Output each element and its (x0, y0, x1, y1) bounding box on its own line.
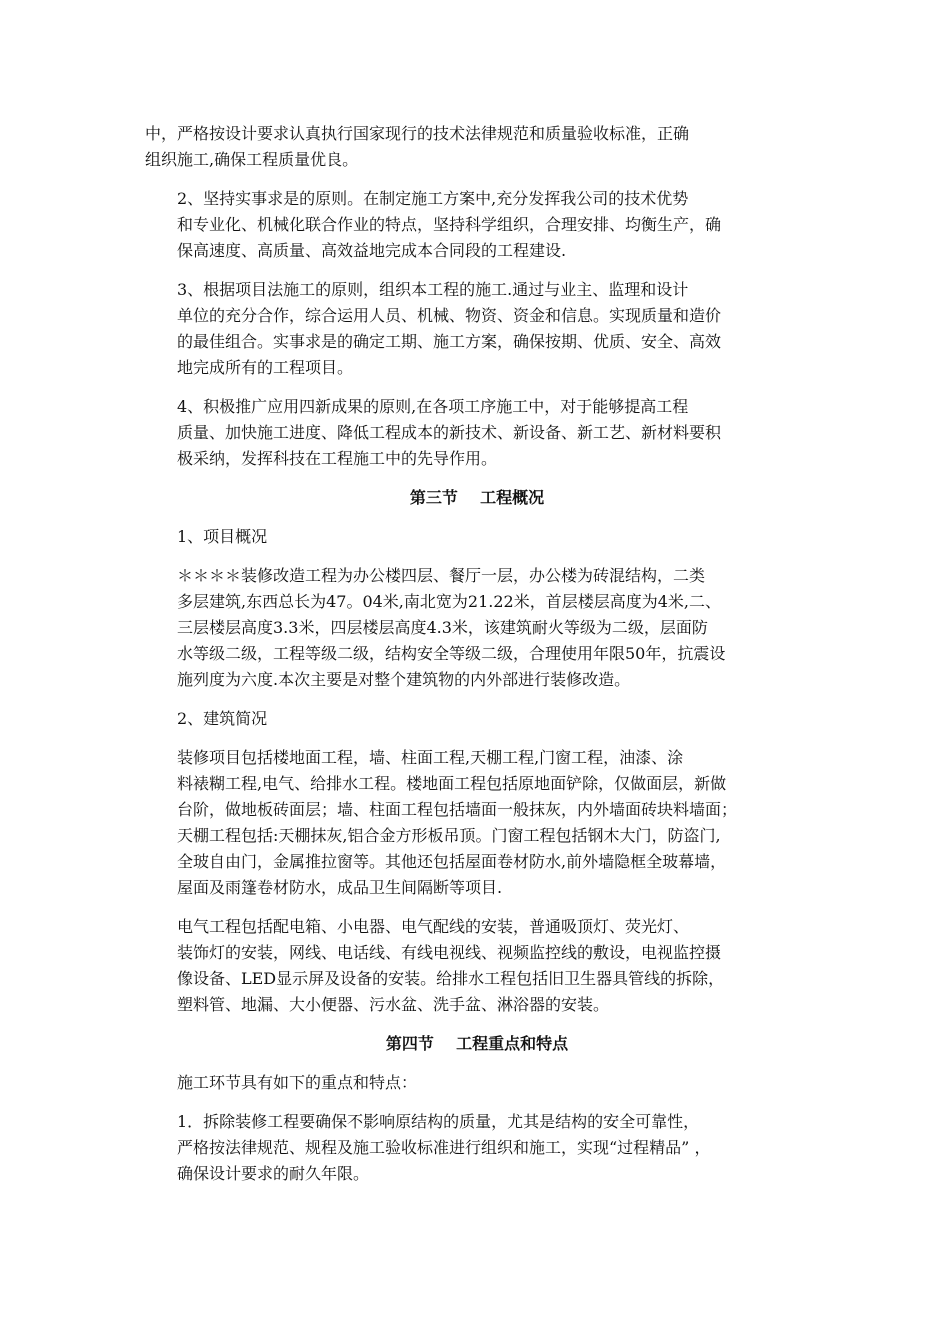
text-line: 电气工程包括配电箱、小电器、电气配线的安装，普通吸顶灯、荧光灯、 (177, 917, 690, 936)
section-heading: 第四节 工程重点和特点 (385, 1034, 569, 1053)
text-line: 严格按法律规范、规程及施工验收标准进行组织和施工，实现“过程精品” ， (177, 1138, 711, 1157)
text-line: ＊＊＊＊装修改造工程为办公楼四层、餐厅一层，办公楼为砖混结构，二类 (177, 566, 706, 585)
text-line: 组织施工,确保工程质量优良。 (145, 150, 359, 169)
text-line: 台阶，做地板砖面层；墙、柱面工程包括墙面一般抹灰，内外墙面砖块料墙面； (177, 800, 738, 819)
text-line: 单位的充分合作，综合运用人员、机械、物资、资金和信息。实现质量和造价 (177, 306, 722, 325)
paragraph (145, 706, 809, 732)
text-line: 3、根据项目法施工的原则，组织本工程的施工.通过与业主、监理和设计 (177, 280, 689, 299)
text-line: 屋面及雨篷卷材防水，成品卫生间隔断等项目. (177, 878, 503, 897)
text-line: 地完成所有的工程项目。 (177, 358, 354, 377)
text-line: 施列度为六度.本次主要是对整个建筑物的内外部进行装修改造。 (177, 670, 631, 689)
text-line: 1．拆除装修工程要确保不影响原结构的质量，尤其是结构的安全可靠性， (177, 1112, 700, 1131)
text-line: 中，严格按设计要求认真执行国家现行的技术法律规范和质量验收标准，正确 (145, 124, 690, 143)
document-page (145, 121, 809, 1200)
paragraph (145, 121, 809, 173)
text-line: 全玻自由门，金属推拉窗等。其他还包括屋面卷材防水,前外墙隐框全玻幕墙， (177, 852, 727, 871)
text-line: 的最佳组合。实事求是的确定工期、施工方案，确保按期、优质、安全、高效 (177, 332, 722, 351)
text-line: 2、坚持实事求是的原则。在制定施工方案中,充分发挥我公司的技术优势 (177, 189, 689, 208)
text-line: 和专业化、机械化联合作业的特点，坚持科学组织，合理安排、均衡生产，确 (177, 215, 722, 234)
text-line: 4、积极推广应用四新成果的原则,在各项工序施工中，对于能够提高工程 (177, 397, 689, 416)
section-heading: 第三节 工程概况 (409, 488, 545, 507)
text-line: 确保设计要求的耐久年限。 (177, 1164, 370, 1183)
text-line: 1、项目概况 (177, 527, 268, 546)
paragraph (145, 186, 809, 264)
text-line: 保高速度、高质量、高效益地完成本合同段的工程建设. (177, 241, 567, 260)
paragraph (145, 394, 809, 472)
paragraph (145, 563, 809, 693)
paragraph (145, 524, 809, 550)
text-line: 装修项目包括楼地面工程，墙、柱面工程,天棚工程,门窗工程，油漆、涂 (177, 748, 684, 767)
text-line: 施工环节具有如下的重点和特点： (177, 1073, 418, 1092)
text-line: 多层建筑,东西总长为47。04米,南北宽为21.22米，首层楼层高度为4米,二、 (177, 592, 721, 611)
text-line: 质量、加快施工进度、降低工程成本的新技术、新设备、新工艺、新材料要积 (177, 423, 722, 442)
paragraph (145, 914, 809, 1018)
text-line: 三层楼层高度3.3米，四层楼层高度4.3米，该建筑耐火等级为二级，层面防 (177, 618, 708, 637)
text-line: 水等级二级，工程等级二级，结构安全等级二级，合理使用年限50年，抗震设 (177, 644, 726, 663)
text-line: 装饰灯的安装，网线、电话线、有线电视线、视频监控线的敷设，电视监控摄 (177, 943, 722, 962)
text-line: 料裱糊工程,电气、给排水工程。楼地面工程包括原地面铲除，仅做面层，新做 (177, 774, 727, 793)
paragraph (145, 745, 809, 901)
text-line: 像设备、LED显示屏及设备的安装。给排水工程包括旧卫生器具管线的拆除， (177, 969, 725, 988)
text-line: 极采纳，发挥科技在工程施工中的先导作用。 (177, 449, 498, 468)
paragraph (145, 1109, 809, 1187)
text-line: 2、建筑简况 (177, 709, 268, 728)
paragraph (145, 1070, 809, 1096)
paragraph (145, 277, 809, 381)
text-line: 天棚工程包括:天棚抹灰,铝合金方形板吊顶。门窗工程包括钢木大门，防盗门, (177, 826, 721, 845)
text-line: 塑料管、地漏、大小便器、污水盆、洗手盆、淋浴器的安装。 (177, 995, 610, 1014)
